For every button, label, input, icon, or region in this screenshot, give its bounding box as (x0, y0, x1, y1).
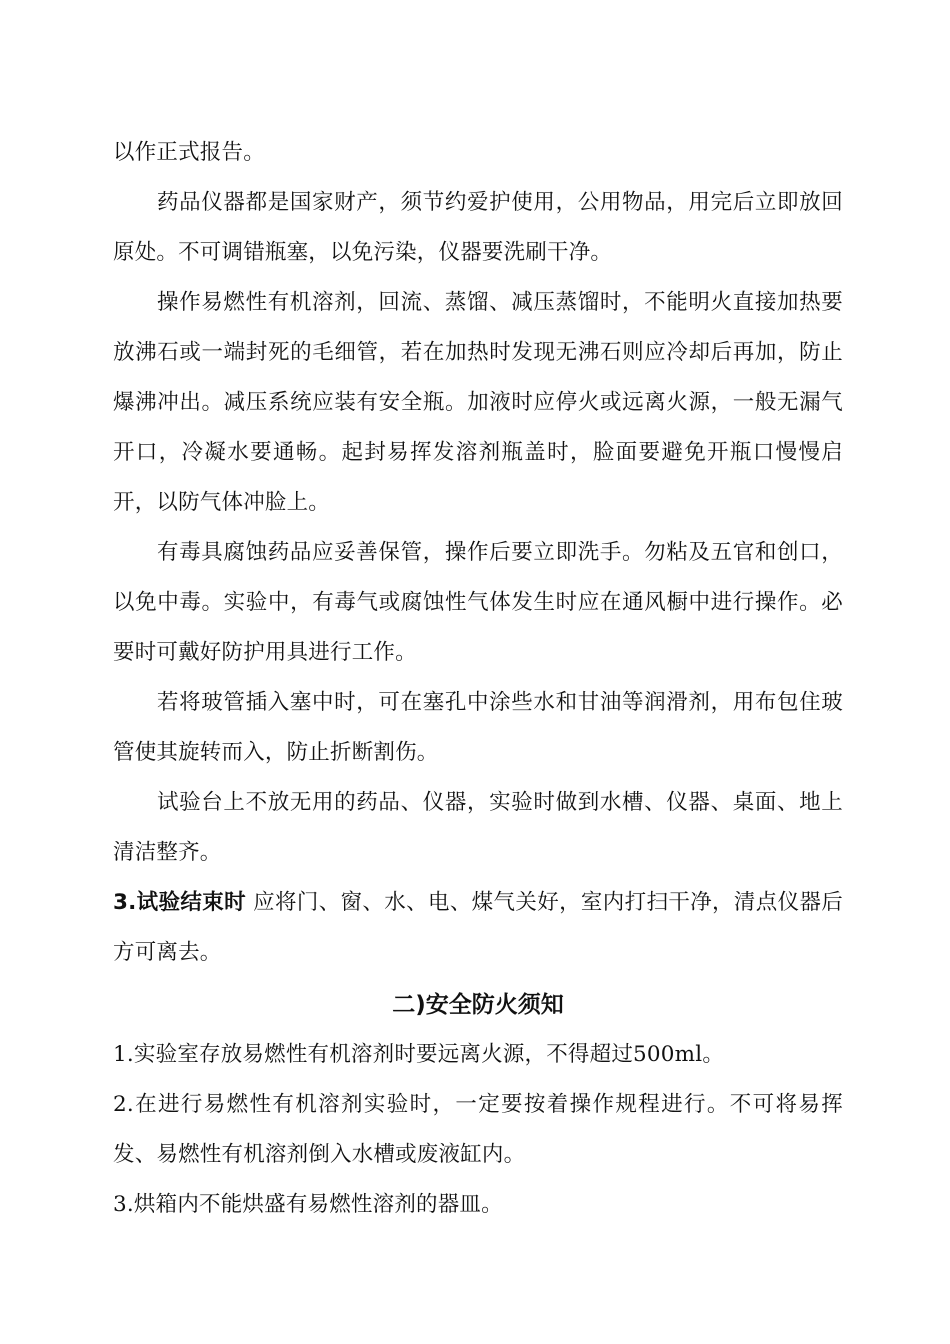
paragraph-experiment-end (113, 878, 843, 978)
fire-item-1: 1.实验室存放易燃性有机溶剂时要远离火源，不得超过500ml。 (113, 1042, 725, 1067)
paragraph-toxic-chemicals: 有毒具腐蚀药品应妥善保管，操作后要立即洗手。勿粘及五官和创口，以免中毒。实验中，有毒气或腐蚀性气体发生时应在通风橱中进行操作。必要时可戴好防护用具进行工作。 (113, 540, 843, 665)
item-3-lead: 3.试验结束时 (113, 890, 246, 915)
section-heading-fire-safety: 二)安全防火须知 (392, 992, 564, 1018)
paragraph-flammable-solvents: 操作易燃性有机溶剂，回流、蒸馏、减压蒸馏时，不能明火直接加热要放沸石或一端封死的毛细管，若在加热时发现无沸石则应冷却后再加，防止爆沸冲出。减压系统应装有安全瓶。加液时应停火或远离火源，一般无漏气开口，冷凝水要通畅。起封易挥发溶剂瓶盖时，脸面要避免开瓶口慢慢启开，以防气体冲脸上。 (113, 290, 843, 515)
document-body (113, 128, 843, 1230)
fire-item-2: 2.在进行易燃性有机溶剂实验时，一定要按着操作规程进行。不可将易挥发、易燃性有机溶剂倒入水槽或废液缸内。 (113, 1092, 843, 1167)
item-3-text: 应将门、窗、水、电、煤气关好，室内打扫干净，清点仪器后方可离去。 (113, 890, 844, 965)
paragraph-glass-tube-insertion: 若将玻管插入塞中时，可在塞孔中涂些水和甘油等润滑剂，用布包住玻管使其旋转而入，防止折断割伤。 (113, 690, 843, 765)
paragraph-equipment-care: 药品仪器都是国家财产，须节约爱护使用，公用物品，用完后立即放回原处。不可调错瓶塞，以免污染，仪器要洗刷干净。 (113, 190, 843, 265)
paragraph-report-continuation: 以作正式报告。 (113, 140, 265, 165)
paragraph-bench-cleanliness: 试验台上不放无用的药品、仪器，实验时做到水槽、仪器、桌面、地上清洁整齐。 (113, 790, 843, 865)
fire-item-3: 3.烘箱内不能烘盛有易燃性溶剂的器皿。 (113, 1192, 503, 1217)
